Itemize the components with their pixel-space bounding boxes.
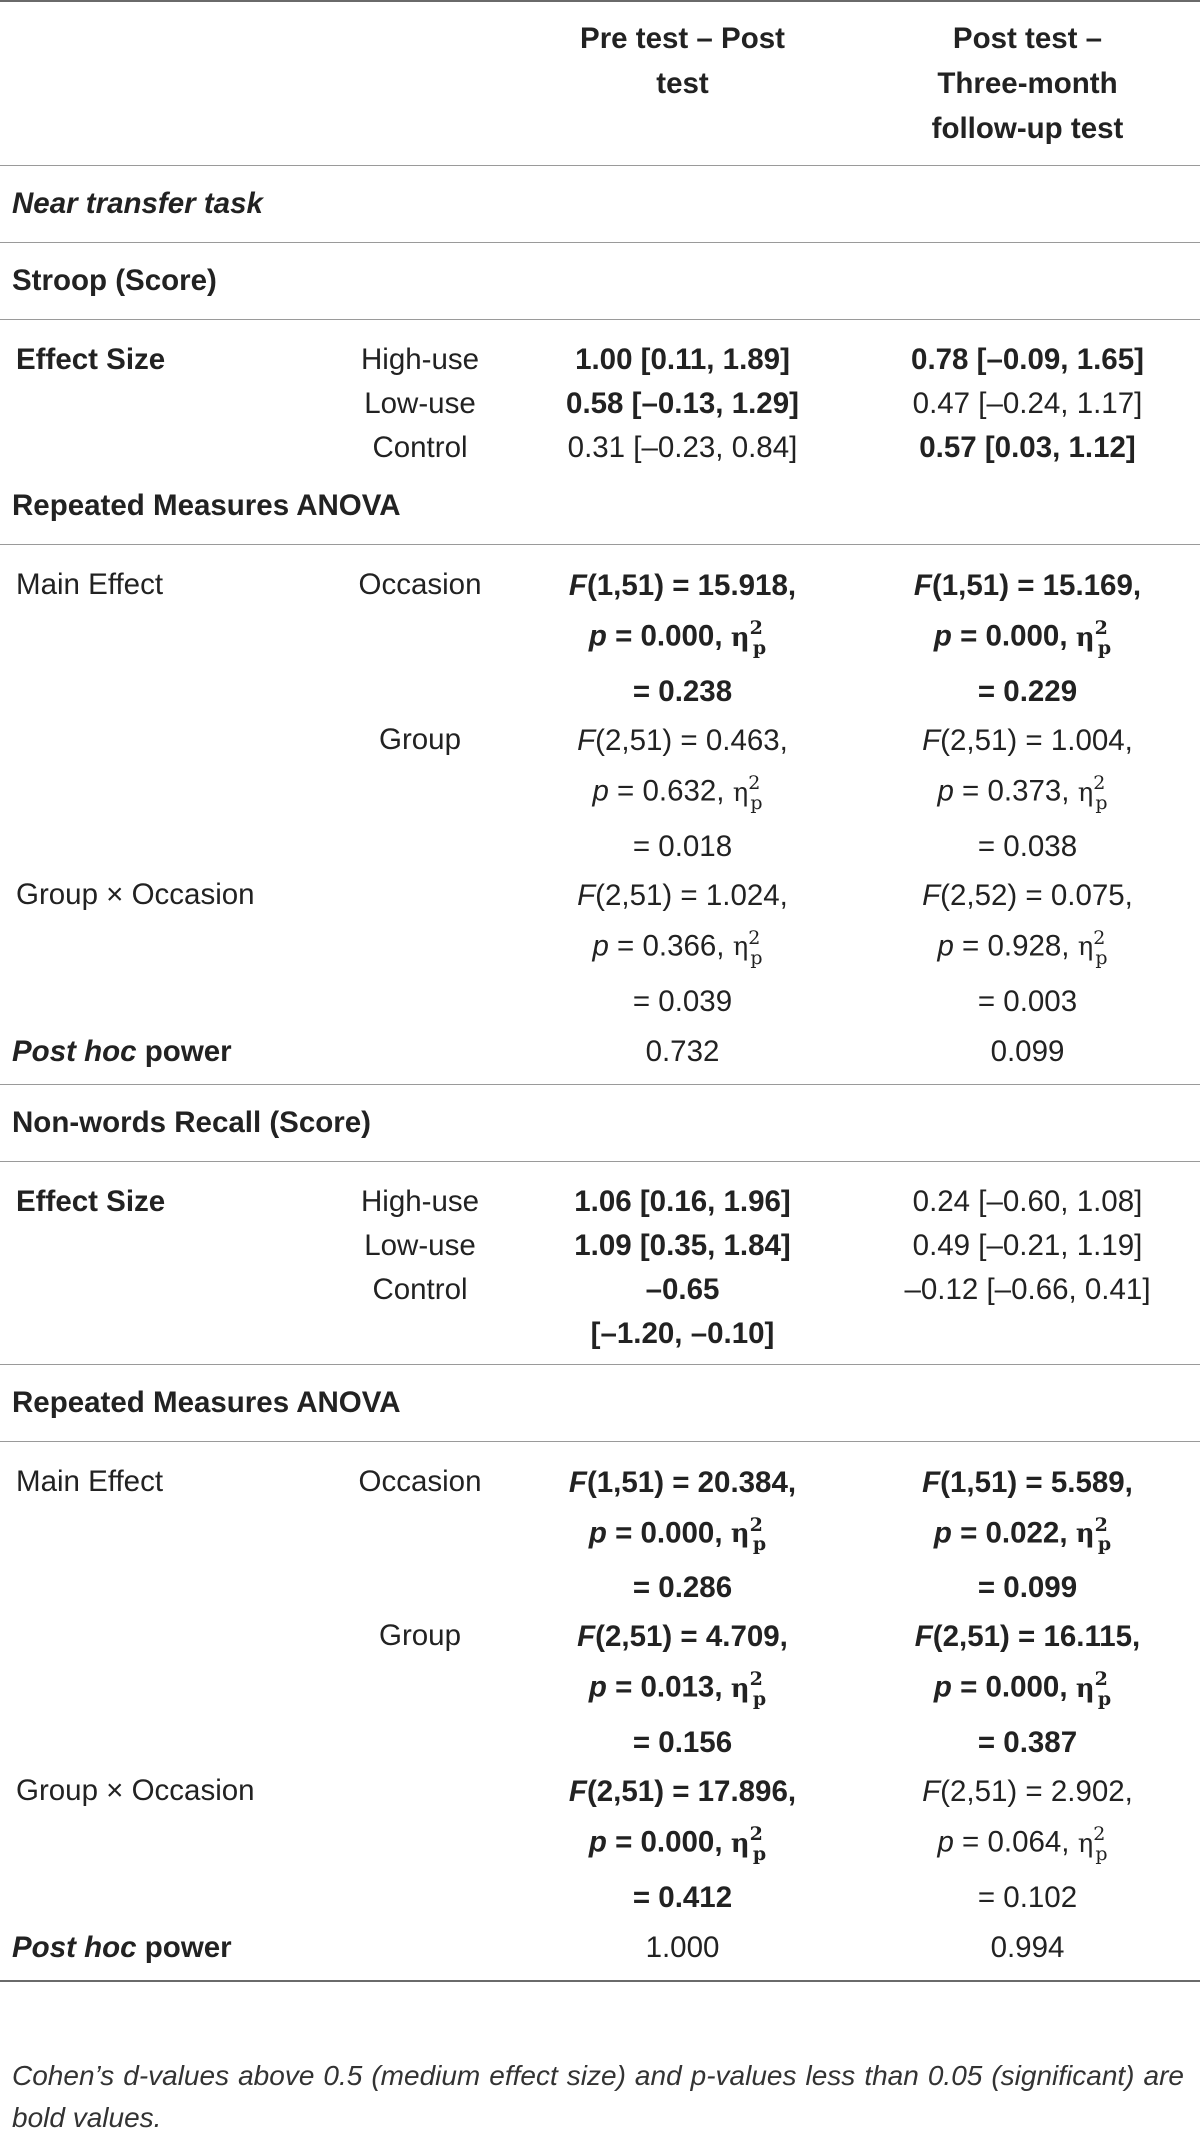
eta-squared-symbol bbox=[730, 1823, 776, 1866]
eta-value-line bbox=[510, 669, 855, 714]
p-symbol: p bbox=[588, 1825, 607, 1859]
f-value: (1,51) = 15.169, bbox=[931, 569, 1142, 602]
p-symbol: p bbox=[937, 1825, 954, 1859]
eta-value: = 0.387 bbox=[977, 1726, 1078, 1760]
nonwords-power-row: Post hoc power 1.000 0.994 bbox=[0, 1922, 1200, 1981]
section-stroop: Stroop (Score) bbox=[0, 243, 1200, 320]
eta-value-line bbox=[855, 1720, 1200, 1765]
p-symbol: p bbox=[933, 1671, 952, 1705]
f-line bbox=[510, 718, 855, 763]
f-value: (2,51) = 0.463, bbox=[595, 723, 788, 757]
stroop-es-high-row: Effect Size High-use 1.00 [0.11, 1.89] 0.78 [–0.09, 1.65] bbox=[0, 320, 1200, 383]
stroop-power-row: Post hoc power 0.732 0.099 bbox=[12, 1034, 1065, 1068]
p-line bbox=[855, 1505, 1200, 1566]
nonwords-occasion-row: Main Effect Occasion F(1,51) = 20.384, p = 0.000, $\eta^2_p$ = 0.286 F(1,51) = 5.589, p = 0.022, $\eta^2_p$ = 0.099 bbox=[0, 1441, 1200, 1612]
p-symbol: p bbox=[937, 929, 954, 963]
f-value: (1,51) = 15.918, bbox=[586, 569, 797, 602]
section-nonwords: Non-words Recall (Score) bbox=[0, 1084, 1200, 1161]
nonwords-interaction-post bbox=[855, 1767, 1200, 1922]
f-value: (1,51) = 20.384, bbox=[586, 1465, 797, 1499]
eta-letter: η bbox=[730, 622, 750, 653]
eta-value-line bbox=[855, 669, 1200, 714]
f-value: (2,51) = 17.896, bbox=[586, 1775, 797, 1809]
eta-letter: η bbox=[1077, 932, 1094, 963]
p-line bbox=[855, 1814, 1200, 1875]
stroop-occasion-pre bbox=[510, 545, 855, 716]
p-symbol: p bbox=[933, 1516, 952, 1550]
eta-squared-symbol bbox=[1075, 617, 1121, 659]
p-value: = 0.013, bbox=[606, 1671, 731, 1705]
eta-value: = 0.099 bbox=[977, 1571, 1078, 1605]
stroop-interaction-row: Group × Occasion F(2,51) = 1.024, p = 0.366, $\eta^2_p$ = 0.039 F(2,52) = 0.075, p = 0.928, $\eta^2_p$ = 0.003 bbox=[0, 871, 1200, 1026]
p-value: = 0.000, bbox=[951, 1671, 1076, 1705]
eta-letter: η bbox=[732, 932, 749, 963]
f-line bbox=[855, 718, 1200, 763]
eta-superscript: 2 bbox=[1094, 617, 1108, 639]
header-pre-post: Pre test – Post test bbox=[510, 1, 855, 166]
eta-letter: η bbox=[730, 1828, 750, 1859]
eta-superscript: 2 bbox=[1094, 1513, 1108, 1536]
eta-subscript: p bbox=[1097, 1688, 1112, 1711]
p-value: = 0.000, bbox=[606, 1825, 731, 1859]
p-line bbox=[855, 918, 1200, 979]
p-line bbox=[510, 918, 855, 979]
eta-subscript: p bbox=[752, 1688, 767, 1711]
eta-superscript: 2 bbox=[749, 1513, 763, 1536]
eta-squared-symbol bbox=[1075, 1668, 1121, 1711]
eta-subscript: p bbox=[1097, 636, 1112, 659]
eta-value-line bbox=[510, 1875, 855, 1920]
eta-superscript: 2 bbox=[749, 1823, 763, 1846]
eta-subscript: p bbox=[1097, 1533, 1112, 1556]
eta-superscript: 2 bbox=[1093, 926, 1106, 949]
eta-value: = 0.003 bbox=[977, 984, 1078, 1018]
stroop-interaction-post bbox=[855, 871, 1200, 1026]
eta-subscript: p bbox=[752, 1843, 767, 1866]
eta-squared-symbol bbox=[1075, 1513, 1121, 1556]
stroop-occasion-row: Main Effect Occasion F(1,51) = 15.918, p = 0.000, $\eta^2_p$ = 0.238 F(1,51) = 15.169, p = 0.000, $\eta^2_p$ = 0.229 bbox=[0, 545, 1200, 716]
eta-subscript: p bbox=[752, 636, 767, 659]
p-value: = 0.928, bbox=[953, 929, 1078, 963]
nonwords-group-pre bbox=[510, 1612, 855, 1767]
eta-squared-symbol bbox=[1077, 771, 1118, 814]
p-line bbox=[510, 1659, 855, 1720]
eta-subscript: p bbox=[750, 946, 763, 969]
f-line bbox=[510, 873, 855, 918]
eta-superscript: 2 bbox=[1094, 1668, 1108, 1691]
eta-value-line bbox=[510, 1565, 855, 1610]
nonwords-interaction-row: Group × Occasion F(2,51) = 17.896, p = 0.000, $\eta^2_p$ = 0.412 F(2,51) = 2.902, p = 0.064, $\eta^2_p$ = 0.102 bbox=[0, 1767, 1200, 1922]
f-value: (2,52) = 0.075, bbox=[940, 878, 1133, 912]
f-line bbox=[855, 1460, 1200, 1505]
f-symbol: F bbox=[913, 569, 932, 602]
stroop-interaction-pre bbox=[510, 871, 855, 1026]
p-symbol: p bbox=[592, 774, 609, 808]
eta-value-line bbox=[855, 824, 1200, 869]
eta-superscript: 2 bbox=[748, 926, 761, 949]
eta-subscript: p bbox=[750, 791, 763, 814]
header-post-followup: Post test – Three-month follow-up test bbox=[855, 1, 1200, 166]
p-value: = 0.000, bbox=[606, 619, 731, 653]
eta-value-line bbox=[855, 979, 1200, 1024]
eta-squared-symbol bbox=[1077, 1823, 1118, 1866]
eta-letter: η bbox=[730, 1519, 750, 1550]
p-value: = 0.373, bbox=[953, 774, 1078, 808]
eta-value-line bbox=[855, 1875, 1200, 1920]
nonwords-es-low-row: Low-use 1.09 [0.35, 1.84] 0.49 [–0.21, 1.19] bbox=[364, 1228, 1143, 1262]
eta-value-line bbox=[855, 1565, 1200, 1610]
stroop-es-control-row: Control 0.31 [–0.23, 0.84] 0.57 [0.03, 1.12] bbox=[372, 431, 1136, 464]
eta-value-line bbox=[510, 979, 855, 1024]
f-symbol: F bbox=[577, 723, 596, 757]
stroop-group-post bbox=[855, 716, 1200, 871]
eta-squared-symbol bbox=[730, 1668, 776, 1711]
f-line bbox=[510, 1769, 855, 1814]
eta-value: = 0.229 bbox=[977, 674, 1078, 708]
p-line bbox=[855, 763, 1200, 824]
eta-subscript: p bbox=[1095, 791, 1108, 814]
f-symbol: F bbox=[922, 1465, 941, 1499]
p-symbol: p bbox=[937, 774, 954, 808]
section-stroop-anova: Repeated Measures ANOVA bbox=[12, 489, 401, 522]
stroop-occasion-post bbox=[855, 545, 1200, 716]
eta-letter: η bbox=[1075, 622, 1095, 653]
eta-subscript: p bbox=[752, 1533, 767, 1556]
eta-letter: η bbox=[1075, 1519, 1095, 1550]
eta-superscript: 2 bbox=[1093, 1823, 1106, 1846]
f-symbol: F bbox=[577, 878, 596, 912]
eta-value: = 0.039 bbox=[632, 984, 733, 1018]
eta-value: = 0.102 bbox=[977, 1881, 1078, 1915]
p-value: = 0.366, bbox=[608, 929, 733, 963]
eta-value-line bbox=[510, 1720, 855, 1765]
p-value: = 0.000, bbox=[606, 1516, 731, 1550]
p-line bbox=[855, 1659, 1200, 1720]
nonwords-es-high-row: Effect Size High-use 1.06 [0.16, 1.96] 0.24 [–0.60, 1.08] bbox=[0, 1161, 1200, 1224]
f-symbol: F bbox=[914, 1620, 933, 1654]
eta-superscript: 2 bbox=[748, 771, 761, 794]
f-value: (2,51) = 16.115, bbox=[932, 1620, 1141, 1654]
f-value: (1,51) = 5.589, bbox=[940, 1465, 1133, 1499]
eta-letter: η bbox=[732, 777, 749, 808]
eta-value: = 0.238 bbox=[632, 674, 733, 708]
stroop-es-low-row: Low-use 0.58 [–0.13, 1.29] 0.47 [–0.24, 1.17] bbox=[364, 387, 1143, 420]
p-line bbox=[510, 763, 855, 824]
eta-squared-symbol bbox=[730, 1513, 776, 1556]
eta-letter: η bbox=[1077, 777, 1094, 808]
f-line bbox=[510, 1460, 855, 1505]
p-line bbox=[510, 608, 855, 669]
f-symbol: F bbox=[568, 1775, 587, 1809]
stroop-group-pre bbox=[510, 716, 855, 871]
nonwords-interaction-pre bbox=[510, 1767, 855, 1922]
f-value: (2,51) = 2.902, bbox=[940, 1775, 1133, 1809]
eta-letter: η bbox=[730, 1674, 750, 1705]
p-value: = 0.000, bbox=[951, 619, 1076, 653]
eta-value: = 0.018 bbox=[632, 829, 733, 863]
p-symbol: p bbox=[592, 929, 609, 963]
nonwords-occasion-post bbox=[855, 1441, 1200, 1612]
eta-value-line bbox=[510, 824, 855, 869]
nonwords-group-post bbox=[855, 1612, 1200, 1767]
eta-squared-symbol bbox=[730, 617, 776, 659]
p-line bbox=[855, 608, 1200, 669]
nonwords-group-row: Group F(2,51) = 4.709, p = 0.013, $\eta^2_p$ = 0.156 F(2,51) = 16.115, p = 0.000, $\eta^2_p$ = 0.387 bbox=[0, 1612, 1200, 1767]
p-line bbox=[510, 1814, 855, 1875]
eta-squared-symbol bbox=[1077, 926, 1118, 969]
f-line bbox=[855, 873, 1200, 918]
eta-squared-symbol bbox=[732, 926, 773, 969]
eta-subscript: p bbox=[1095, 1843, 1108, 1866]
eta-value: = 0.286 bbox=[632, 1571, 733, 1605]
section-nonwords-anova: Repeated Measures ANOVA bbox=[0, 1364, 1200, 1441]
eta-superscript: 2 bbox=[1093, 771, 1106, 794]
p-symbol: p bbox=[933, 619, 952, 653]
p-value: = 0.064, bbox=[953, 1825, 1078, 1859]
eta-superscript: 2 bbox=[749, 1668, 763, 1691]
section-near-transfer: Near transfer task bbox=[0, 166, 1200, 243]
f-value: (2,51) = 1.024, bbox=[595, 878, 788, 912]
f-symbol: F bbox=[922, 1775, 941, 1809]
nonwords-occasion-pre bbox=[510, 1441, 855, 1612]
p-line bbox=[510, 1505, 855, 1566]
f-line bbox=[855, 1769, 1200, 1814]
f-symbol: F bbox=[568, 569, 587, 602]
f-value: (2,51) = 1.004, bbox=[940, 723, 1133, 757]
p-symbol: p bbox=[588, 619, 607, 653]
table-footnote: Cohen’s d-values above 0.5 (medium effect size) and p-values less than 0.05 (significant) are bold values. bbox=[12, 2060, 1184, 2133]
f-value: (2,51) = 4.709, bbox=[595, 1620, 788, 1654]
eta-value: = 0.156 bbox=[632, 1726, 733, 1760]
eta-letter: η bbox=[1075, 1674, 1095, 1705]
f-line bbox=[510, 1614, 855, 1659]
header-row bbox=[0, 1, 1200, 166]
nonwords-es-control-row: Control –0.65 [–1.20, –0.10] –0.12 [–0.66, 0.41] bbox=[372, 1272, 1151, 1350]
p-symbol: p bbox=[588, 1516, 607, 1550]
f-symbol: F bbox=[577, 1620, 596, 1654]
p-value: = 0.022, bbox=[951, 1516, 1076, 1550]
eta-subscript: p bbox=[1095, 946, 1108, 969]
f-line bbox=[510, 563, 855, 608]
p-symbol: p bbox=[588, 1671, 607, 1705]
eta-letter: η bbox=[1077, 1828, 1094, 1859]
f-line bbox=[855, 1614, 1200, 1659]
stroop-group-row: Group F(2,51) = 0.463, p = 0.632, $\eta^2_p$ = 0.018 F(2,51) = 1.004, p = 0.373, $\eta^2_p$ = 0.038 bbox=[0, 716, 1200, 871]
eta-value: = 0.412 bbox=[632, 1881, 733, 1915]
p-value: = 0.632, bbox=[608, 774, 733, 808]
f-symbol: F bbox=[922, 723, 941, 757]
eta-value: = 0.038 bbox=[977, 829, 1078, 863]
f-line bbox=[855, 563, 1200, 608]
eta-squared-symbol bbox=[732, 771, 773, 814]
eta-superscript: 2 bbox=[749, 617, 763, 639]
f-symbol: F bbox=[922, 878, 941, 912]
f-symbol: F bbox=[568, 1465, 587, 1499]
